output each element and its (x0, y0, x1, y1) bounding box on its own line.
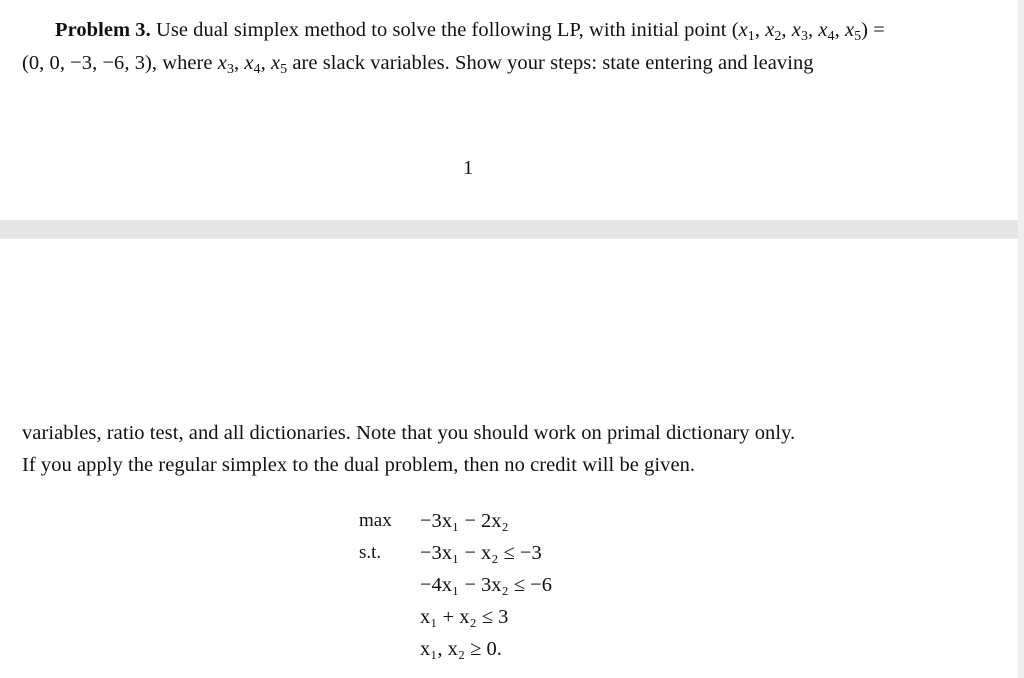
problem-line-1 (55, 17, 885, 50)
page-break (0, 220, 1024, 239)
slack-vars: $x_3$, $x_4$, $x_5$ (217, 52, 288, 77)
page-number: 1 (463, 157, 474, 179)
lp-nonnegativity: x₁, x₂ ≥ 0. (420, 638, 502, 660)
problem-line-3: variables, ratio test, and all dictionaries. Note that you should work on primal dictionary only. (22, 422, 796, 444)
lp-max-label: max (359, 510, 392, 531)
problem-line-4: If you apply the regular simplex to the dual problem, then no credit will be given. (22, 454, 696, 476)
problem-line-2 (22, 50, 814, 83)
initial-point-values: (0, 0, −3, −6, 3), (22, 52, 158, 74)
scrollbar-track[interactable] (1018, 0, 1024, 678)
lp-constraint-2: −4x₁ − 3x₂ ≤ −6 (420, 574, 552, 596)
lp-constraint-1: −3x₁ − x₂ ≤ −3 (420, 542, 542, 564)
lp-st-label: s.t. (359, 542, 382, 563)
lp-objective: −3x₁ − 2x₂ (420, 510, 509, 532)
problem-intro-text: Use dual simplex method to solve the following LP, with initial point (155, 19, 727, 41)
lp-constraint-3: x₁ + x₂ ≤ 3 (420, 606, 509, 628)
initial-point-vars: ($x_1$, $x_2$, $x_3$, $x_4$, $x_5$) = (731, 19, 885, 44)
problem-heading: Problem 3. (55, 19, 151, 41)
where-word: where (162, 52, 213, 74)
problem-line-2-rest: are slack variables. Show your steps: state entering and leaving (292, 52, 814, 74)
